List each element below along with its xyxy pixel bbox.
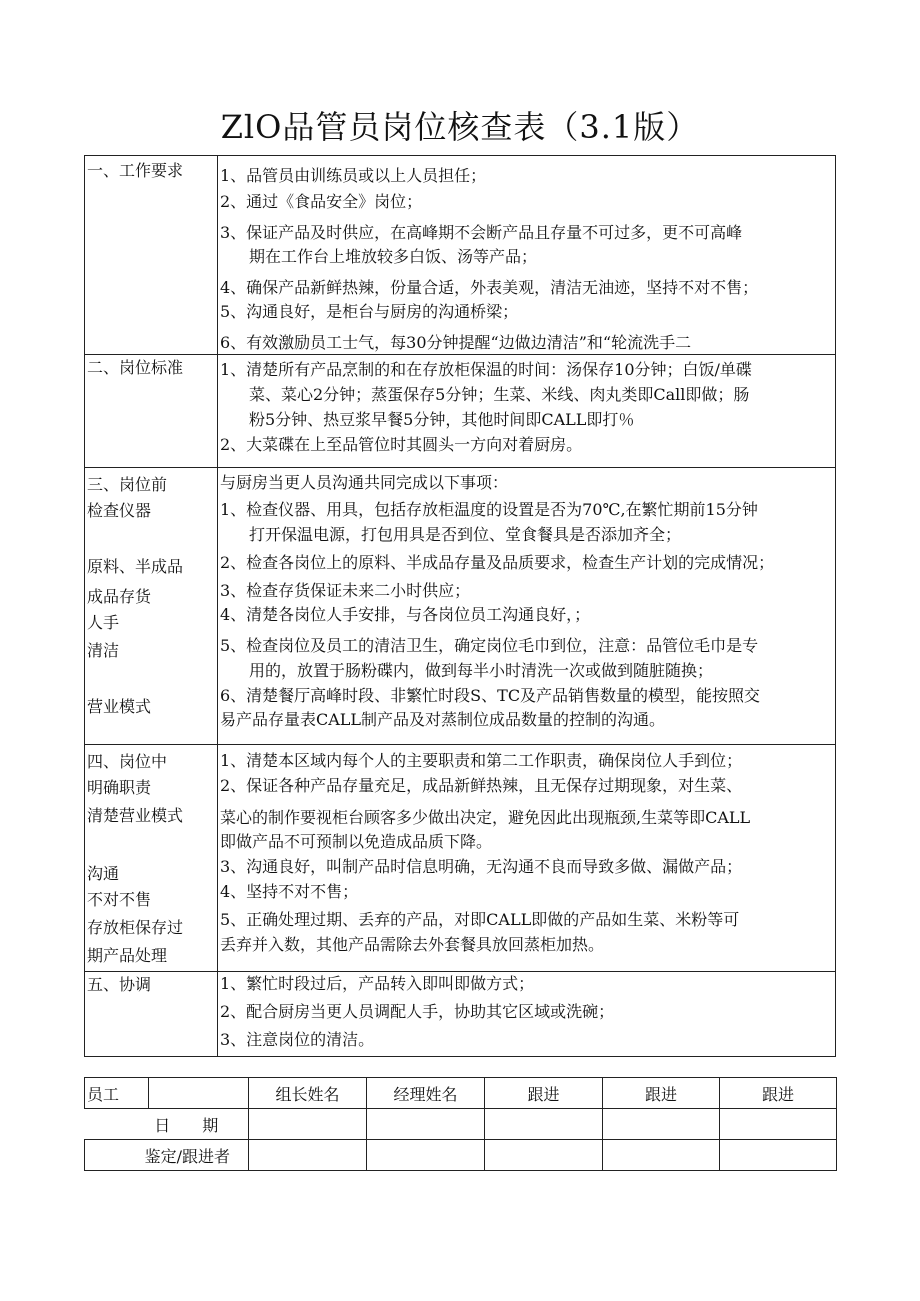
content-line: 期在工作台上堆放较多白饭、汤等产品；: [249, 247, 538, 266]
date-field[interactable]: [249, 1109, 367, 1140]
content-line: 1、清楚所有产品烹制的和在存放柜保温的时间：汤保存10分钟；白饭/单碟: [220, 360, 752, 379]
label-line: 原料、半成品: [87, 557, 184, 576]
label-line: [85, 524, 217, 554]
content-line: 1、检查仪器、用具，包括存放柜温度的设置是否为70℃,在繁忙期前15分钟: [220, 500, 758, 519]
content-line: 2、保证各种产品存量充足，成品新鲜热辣，且无保存过期现象，对生菜、: [220, 776, 743, 795]
content-line: 5、沟通良好，是柜台与厨房的沟通桥梁；: [220, 302, 519, 321]
content-line: 6、清楚餐厅高峰时段、非繁忙时段S、TC及产品销售数量的模型，能按照交: [220, 686, 761, 705]
section-pre-shift-check: [85, 468, 836, 745]
appraiser-field[interactable]: [367, 1140, 485, 1171]
section-position-standard: [85, 355, 836, 468]
label-line: 不对不售: [87, 890, 152, 909]
content-line: 1、品管员由训练员或以上人员担任；: [220, 166, 487, 185]
label-line: 明确职责: [87, 778, 152, 797]
content-line: 2、通过《食品安全》岗位；: [220, 192, 423, 211]
label-line: 三、岗位前: [87, 475, 168, 494]
content-line: 1、清楚本区域内每个人的主要职责和第二工作职责，确保岗位人手到位；: [220, 751, 743, 770]
label-line: 成品存货: [87, 587, 152, 606]
section-work-requirements: [85, 156, 836, 355]
label-line: 检查仪器: [87, 501, 152, 520]
date-field[interactable]: [367, 1109, 485, 1140]
section-content: [218, 972, 836, 1057]
checklist-table: [84, 155, 836, 1057]
content-line: 与厨房当更人员沟通共同完成以下事项：: [220, 473, 509, 492]
content-line: 2、检查各岗位上的原料、半成品存量及品质要求，检查生产计划的完成情况；: [220, 553, 775, 572]
signature-table: [84, 1077, 837, 1171]
follow-up-header: 跟进: [485, 1078, 603, 1109]
content-line: 打开保温电源，打包用具是否到位、堂食餐具是否添加齐全；: [249, 525, 682, 544]
follow-up-header: 跟进: [720, 1078, 837, 1109]
content-line: 5、检查岗位及员工的清洁卫生，确定岗位毛巾到位，注意：品管位毛巾是专: [220, 636, 759, 655]
follow-up-header: 跟进: [603, 1078, 720, 1109]
label-line: 四、岗位中: [87, 752, 168, 771]
label-line: 清洁: [87, 641, 120, 660]
label-line: 五、协调: [87, 975, 152, 994]
section-content: [218, 156, 836, 355]
employee-label: 员工: [85, 1078, 149, 1109]
section-label: [85, 468, 218, 745]
content-line: 3、保证产品及时供应，在高峰期不会断产品且存量不可过多，更不可高峰: [220, 223, 743, 242]
content-line: 用的，放置于肠粉碟内，做到每半小时清洗一次或做到随脏随换；: [249, 661, 714, 680]
section-label: [85, 355, 218, 468]
content-line: 5、正确处理过期、丢弃的产品，对即CALL即做的产品如生菜、米粉等可: [220, 910, 740, 929]
content-line: 4、清楚各岗位人手安排，与各岗位员工沟通良好，；: [220, 605, 591, 624]
appraiser-field[interactable]: [485, 1140, 603, 1171]
label-line: 人手: [87, 613, 120, 632]
content-line: 即做产品不可预制以免造成品质下降。: [220, 832, 493, 851]
content-line: 1、繁忙时段过后，产品转入即叫即做方式；: [220, 974, 535, 993]
appraiser-label: 鉴定/跟进者: [85, 1140, 249, 1171]
appraiser-field[interactable]: [720, 1140, 837, 1171]
label-line: 营业模式: [87, 697, 152, 716]
date-field[interactable]: [720, 1109, 837, 1140]
date-label: 日 期: [85, 1109, 249, 1140]
content-line: 菜、菜心2分钟；蒸蛋保存5分钟；生菜、米线、肉丸类即Call即做；肠: [249, 385, 750, 404]
label-line: 清楚营业模式: [87, 806, 184, 825]
section-content: [218, 355, 836, 468]
date-field[interactable]: [603, 1109, 720, 1140]
label-line: 二、岗位标准: [87, 358, 184, 377]
content-line: 易产品存量表CALL制产品及对蒸制位成品数量的控制的沟通。: [220, 710, 666, 729]
content-line: 粉5分钟、热豆浆早餐5分钟，其他时间即CALL即打％: [249, 410, 635, 429]
content-line: 4、坚持不对不售；: [220, 882, 359, 901]
appraiser-field[interactable]: [603, 1140, 720, 1171]
content-line: 3、注意岗位的清洁。: [220, 1030, 375, 1049]
section-label: [85, 156, 218, 355]
content-line: 4、确保产品新鲜热辣，份量合适，外表美观，清洁无油迹，坚持不对不售；: [220, 278, 759, 297]
label-line: [85, 829, 217, 859]
employee-name-field[interactable]: [149, 1078, 249, 1109]
appraiser-field[interactable]: [249, 1140, 367, 1171]
label-line: 一、工作要求: [87, 161, 184, 180]
page-title: ZlO品管员岗位核查表（3.1版）: [220, 108, 700, 146]
label-line: 期产品处理: [87, 946, 168, 965]
manager-header: 经理姓名: [367, 1078, 485, 1109]
section-content: [218, 745, 836, 972]
section-label: [85, 972, 218, 1057]
section-label: [85, 745, 218, 972]
label-line: 沟通: [87, 864, 120, 883]
content-line: 2、配合厨房当更人员调配人手，协助其它区域或洗碗；: [220, 1002, 615, 1021]
date-field[interactable]: [485, 1109, 603, 1140]
section-content: [218, 468, 836, 745]
label-line: [85, 664, 217, 694]
content-line: 3、检查存货保证未来二小时供应；: [220, 581, 471, 600]
team-leader-header: 组长姓名: [249, 1078, 367, 1109]
content-line: 2、大菜碟在上至品管位时其圆头一方向对着厨房。: [220, 435, 583, 454]
content-line: 6、有效激励员工士气，每30分钟提醒“边做边清洁”和“轮流洗手二: [220, 333, 692, 352]
content-line: 丢弃并入数，其他产品需除去外套餐具放回蒸柜加热。: [220, 935, 605, 954]
section-coordination: [85, 972, 836, 1057]
content-line: 3、沟通良好，叫制产品时信息明确，无沟通不良而导致多做、漏做产品；: [220, 857, 743, 876]
content-line: 菜心的制作要视柜台顾客多少做出决定，避免因此出现瓶颈,生菜等即CALL: [220, 808, 751, 827]
section-during-shift: [85, 745, 836, 972]
label-line: 存放柜保存过: [87, 918, 184, 937]
